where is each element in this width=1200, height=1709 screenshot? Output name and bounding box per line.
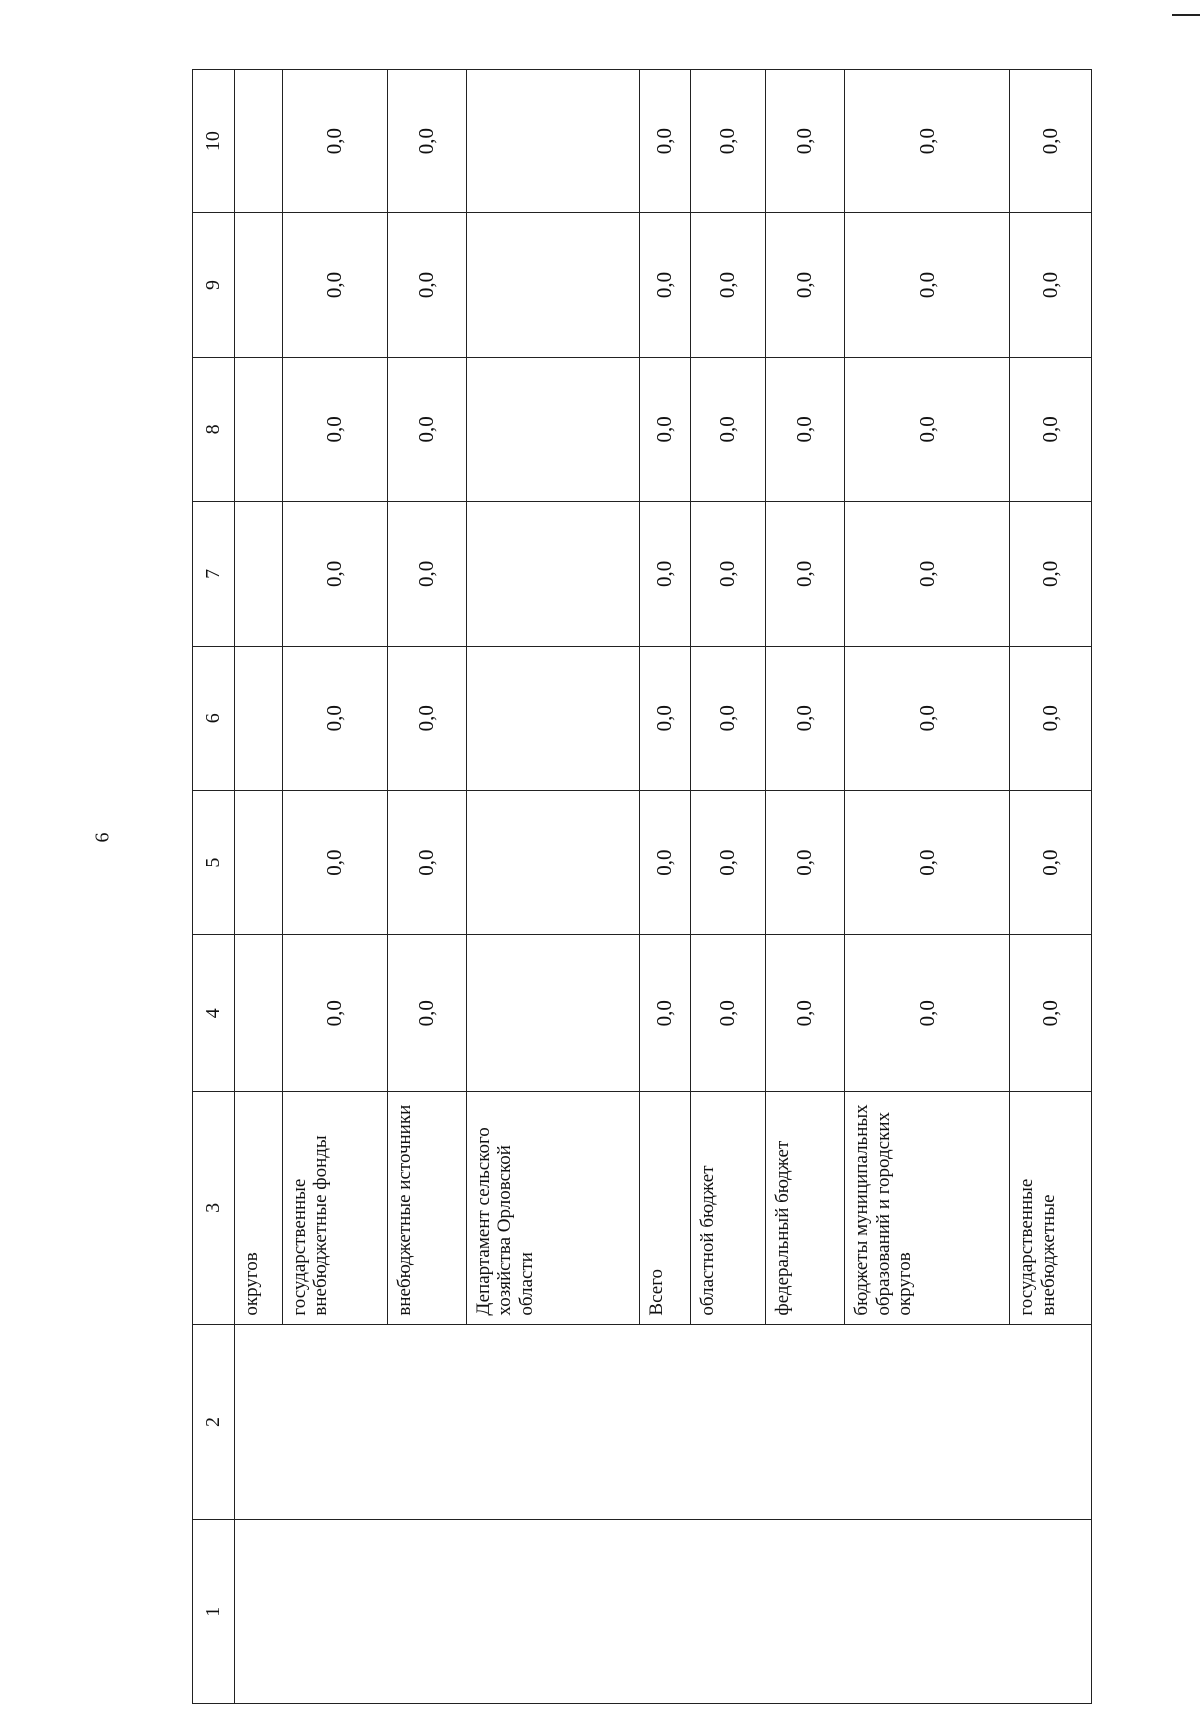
- row-label: государственные внебюджетные фонды: [283, 1092, 388, 1325]
- value-cell: 0,0: [845, 357, 1010, 501]
- page-number: 6: [91, 832, 114, 843]
- value-cell: 0,0: [283, 70, 388, 213]
- value-cell: 0,0: [845, 646, 1010, 790]
- column-header: 7: [193, 502, 235, 646]
- value-cell: 0,0: [283, 646, 388, 790]
- value-cell: 0,0: [640, 935, 690, 1092]
- column-header: 2: [193, 1324, 235, 1520]
- value-cell: [235, 790, 283, 934]
- value-cell: 0,0: [845, 213, 1010, 357]
- value-cell: 0,0: [387, 70, 466, 213]
- value-cell: [235, 646, 283, 790]
- value-cell: 0,0: [1010, 502, 1092, 646]
- value-cell: 0,0: [1010, 70, 1092, 213]
- value-cell: [235, 213, 283, 357]
- value-cell: 0,0: [283, 935, 388, 1092]
- value-cell: 0,0: [845, 502, 1010, 646]
- value-cell: 0,0: [283, 790, 388, 934]
- value-cell: 0,0: [1010, 646, 1092, 790]
- value-cell: 0,0: [1010, 790, 1092, 934]
- value-cell: 0,0: [690, 70, 765, 213]
- value-cell: 0,0: [387, 646, 466, 790]
- value-cell: 0,0: [765, 790, 844, 934]
- header-row: [193, 70, 235, 1704]
- value-cell: 0,0: [640, 502, 690, 646]
- value-cell: 0,0: [690, 790, 765, 934]
- value-cell: 0,0: [283, 213, 388, 357]
- value-cell: 0,0: [387, 935, 466, 1092]
- budget-table-container: [192, 69, 1092, 1704]
- column-header: 10: [193, 70, 235, 213]
- value-cell: 0,0: [387, 790, 466, 934]
- value-cell: [466, 502, 639, 646]
- value-cell: 0,0: [640, 646, 690, 790]
- value-cell: [235, 935, 283, 1092]
- row-label: областной бюджет: [690, 1092, 765, 1325]
- value-cell: 0,0: [765, 357, 844, 501]
- row-label: внебюджетные источники: [387, 1092, 466, 1325]
- value-cell: [235, 70, 283, 213]
- value-cell: 0,0: [283, 502, 388, 646]
- value-cell: 0,0: [690, 646, 765, 790]
- value-cell: 0,0: [845, 790, 1010, 934]
- value-cell: 0,0: [283, 357, 388, 501]
- value-cell: 0,0: [845, 935, 1010, 1092]
- value-cell: 0,0: [1010, 935, 1092, 1092]
- column-header: 3: [193, 1092, 235, 1325]
- row-label: Всего: [640, 1092, 690, 1325]
- value-cell: [235, 502, 283, 646]
- value-cell: [466, 213, 639, 357]
- value-cell: [466, 70, 639, 213]
- value-cell: 0,0: [690, 502, 765, 646]
- value-cell: [466, 357, 639, 501]
- value-cell: 0,0: [387, 213, 466, 357]
- value-cell: [466, 646, 639, 790]
- row-label: Департамент сельского хозяйства Орловской области: [466, 1092, 639, 1325]
- value-cell: 0,0: [845, 70, 1010, 213]
- value-cell: 0,0: [1010, 357, 1092, 501]
- column-header: 9: [193, 213, 235, 357]
- row-label: округов: [235, 1092, 283, 1325]
- value-cell: 0,0: [387, 502, 466, 646]
- value-cell: 0,0: [690, 213, 765, 357]
- value-cell: 0,0: [640, 357, 690, 501]
- top-edge-mark: [1172, 14, 1200, 16]
- row-label: государственные внебюджетные: [1010, 1092, 1092, 1325]
- value-cell: 0,0: [1010, 213, 1092, 357]
- table-row: [235, 70, 283, 1704]
- value-cell: 0,0: [765, 935, 844, 1092]
- value-cell: 0,0: [690, 935, 765, 1092]
- column-header: 4: [193, 935, 235, 1092]
- column-header: 6: [193, 646, 235, 790]
- col1-blank-cell: [235, 1520, 1092, 1704]
- value-cell: 0,0: [640, 213, 690, 357]
- value-cell: 0,0: [640, 790, 690, 934]
- value-cell: [466, 790, 639, 934]
- col2-blank-cell: [235, 1324, 1092, 1520]
- value-cell: 0,0: [640, 70, 690, 213]
- value-cell: 0,0: [690, 357, 765, 501]
- column-header: 5: [193, 790, 235, 934]
- value-cell: [466, 935, 639, 1092]
- row-label: бюджеты муниципальных образований и городских округов: [845, 1092, 1010, 1325]
- column-header: 8: [193, 357, 235, 501]
- row-label: федеральный бюджет: [765, 1092, 844, 1325]
- value-cell: 0,0: [765, 213, 844, 357]
- value-cell: 0,0: [387, 357, 466, 501]
- value-cell: 0,0: [765, 502, 844, 646]
- column-header: 1: [193, 1520, 235, 1704]
- value-cell: 0,0: [765, 70, 844, 213]
- budget-table: [192, 69, 1092, 1704]
- value-cell: [235, 357, 283, 501]
- value-cell: 0,0: [765, 646, 844, 790]
